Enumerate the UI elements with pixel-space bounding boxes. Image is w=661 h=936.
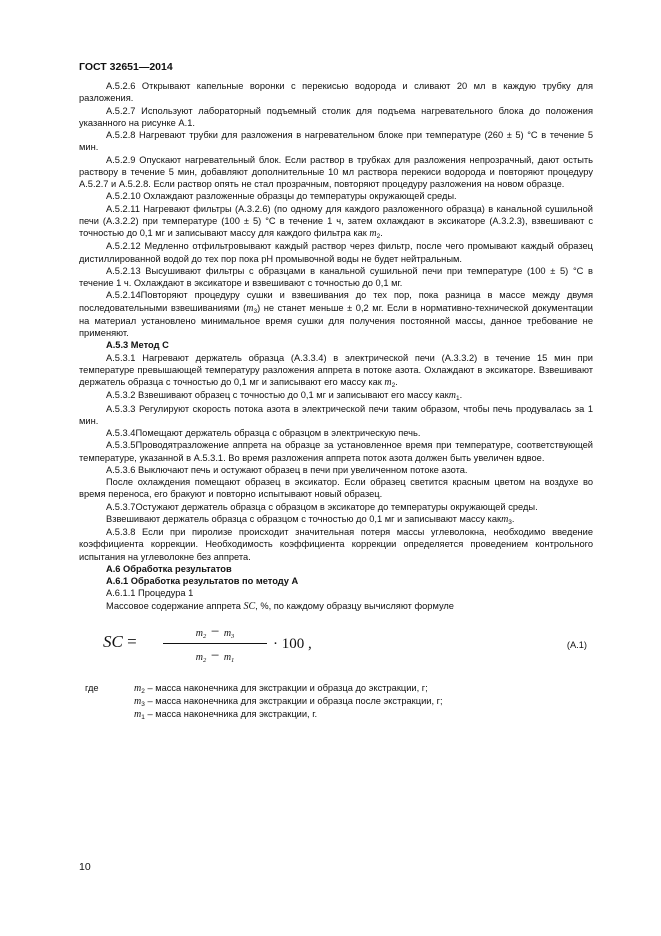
formula-denominator: $m_2 - m_1$ xyxy=(195,647,235,664)
page-number: 10 xyxy=(79,861,91,873)
paragraph: А.5.2.14Повторяют процедуру сушки и взвешивания до тех пор, пока разница в массе между двумя последовательными взвешиваниями $(m_3)$ не станет меньше ± 0,2 мг. Если в нормативно-технической документации на материал установлено минимальное время сушки для получения постоянной массы, данное требование не применяют. xyxy=(79,290,593,338)
paragraph: А.5.2.10 Охлаждают разложенные образцы до температуры окружающей среды. xyxy=(106,191,457,202)
formula-numerator: $m_2 - m_3$ xyxy=(195,623,235,640)
paragraph: А.5.2.8 Нагревают трубки для разложения в нагревательном блоке при температуре (260 ± 5) °С в течение 5 мин. xyxy=(79,130,593,153)
section-heading: А.5.3 Метод С xyxy=(106,340,169,351)
document-body xyxy=(79,80,593,722)
paragraph: А.6.1.1 Процедура 1 xyxy=(106,588,194,599)
paragraph: А.5.2.13 Высушивают фильтры с образцами в канальной сушильной печи при температуре (100 ± 5) °С в течение 1 ч. Охлаждают в эксикаторе и взвешивают с точностью до 0,1 мг. xyxy=(79,265,593,288)
paragraph: А.5.3.2 Взвешивают образец с точностью до 0,1 мг и записывают его массу какm$_1$. xyxy=(106,390,463,403)
paragraph: А.5.3.4Помещают держатель образца с образцом в электрическую печь. xyxy=(106,428,421,438)
paragraph: А.5.3.6 Выключают печь и остужают образец в печи при увеличенном потоке азота. xyxy=(106,464,468,475)
legend-item: $m_2$ – масса наконечника для экстракции и образца до экстракции, г; xyxy=(134,682,428,695)
formula-lhs: SC = xyxy=(103,631,137,651)
paragraph: А.5.2.6 Открывают капельные воронки с перекисью водорода и сливают 20 мл в каждую трубку для разложения. xyxy=(79,81,593,104)
subsection-heading: А.6.1 Обработка результатов по методу А xyxy=(106,576,299,586)
section-heading: А.6 Обработка результатов xyxy=(106,563,232,574)
paragraph: А.5.3.8 Если при пиролизе происходит значительная потеря массы углеволокна, необходимо введение коэффициента коррекции. Необходимость коэффициента коррекции определяется проведением контрольного испытания на углеволокне без аппрета. xyxy=(79,527,593,562)
paragraph: Взвешивают держатель образца с образцом с точностью до 0,1 мг и записывают массу какm$_3$. xyxy=(106,513,515,526)
formula-legend xyxy=(79,682,593,722)
legend-item: $m_1$ – масса наконечника для экстракции, г. xyxy=(134,709,318,722)
formula-a1 xyxy=(79,616,593,682)
formula-fraction xyxy=(163,622,267,666)
formula-multiplier: · 100 , xyxy=(273,635,312,652)
paragraph: А.5.3.5Проводятразложение аппрета на образце за установленное время при температуре, соответствующей температуре, указанной в А.5.3.1. Во время разложения аппрета поток азота должен быть увеличен вдвое. xyxy=(79,440,593,463)
formula-number: (А.1) xyxy=(566,639,587,650)
paragraph: После охлаждения помещают образец в эксикатор. Если образец светится красным цветом на воздухе во время переноса, его бракуют и повторно испытывают новый образец. xyxy=(79,477,593,500)
paragraph: А.5.3.1 Нагревают держатель образца (А.3.3.4) в электрической печи (А.3.3.2) в течение 15 мин при температуре превышающей температуру разложения аппрета в потоке азота. Охлаждают в эксикаторе. Взвешивают держатель образца с точностью до 0,1 мг и записывают его массу как $m_2$. xyxy=(79,352,593,389)
standard-header: ГОСТ 32651—2014 xyxy=(79,61,173,73)
paragraph: Массовое содержание аппрета SC, %, по каждому образцу вычисляют формуле xyxy=(106,600,454,612)
paragraph: А.5.3.3 Регулируют скорость потока азота в электрической печи таким образом, чтобы печь продувалась за 1 мин. xyxy=(79,403,593,426)
legend-item: $m_3$ – масса наконечника для экстракции и образца после экстракции, г; xyxy=(134,696,443,708)
paragraph: А.5.2.12 Медленно отфильтровывают каждый раствор через фильтр, после чего промывают каждый образец дистиллированной водой до тех пор пока pH промывочной воды не будет нейтральным. xyxy=(79,241,593,264)
paragraph: А.5.2.7 Используют лабораторный подъемный столик для подъема нагревательного блока до положения указанного на рисунке А.1. xyxy=(79,105,593,128)
paragraph: А.5.2.9 Опускают нагревательный блок. Если раствор в трубках для разложения непрозрачный, дают остыть раствору в течение 5 мин, добавляют дополнительные 10 мл раствора перекиси водорода и повторяют процедуру А.5.2.7 и А.5.2.8. Если раствор опять не стал прозрачным, повторяют процедуру разложения на новом образце. xyxy=(79,154,593,189)
fraction-bar xyxy=(163,643,267,644)
paragraph: А.5.3.7Остужают держатель образца с образцом в эксикаторе до температуры окружающей среды. xyxy=(106,501,538,512)
legend-where: где xyxy=(85,682,99,693)
paragraph: А.5.2.11 Нагревают фильтры (А.3.2.6) (по одному для каждого разложенного образца) в канальной сушильной печи (А.3.2.2) при температуре (100 ± 5) °С в течение 1 ч, затем охлаждают в эксикаторе (А.3.2.3), взвешивают с точностью до 0,1 мг и записывают массу для каждого фильтра как $m_2$. xyxy=(79,203,593,240)
